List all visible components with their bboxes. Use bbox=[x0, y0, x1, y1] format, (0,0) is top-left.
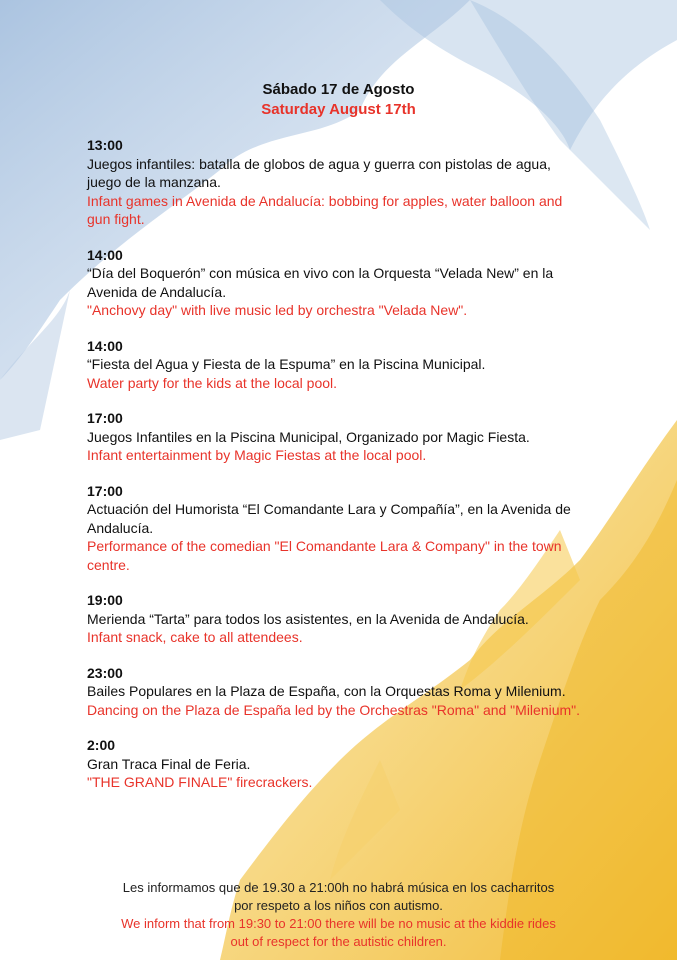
event-time: 17:00 bbox=[87, 482, 123, 499]
event-time: 14:00 bbox=[87, 246, 123, 263]
event-item bbox=[87, 591, 587, 647]
notice-es-line2: por respeto a los niños con autismo. bbox=[234, 898, 443, 913]
notice-en-line2: out of respect for the autistic children. bbox=[230, 934, 447, 949]
event-description-es: Gran Traca Final de Feria. bbox=[87, 755, 251, 772]
notice-es-line1: Les informamos que de 19.30 a 21:00h no habrá música en los cacharritos bbox=[122, 880, 555, 895]
event-time: 2:00 bbox=[87, 737, 116, 753]
event-time: 17:00 bbox=[87, 410, 123, 426]
event-time: 23:00 bbox=[87, 664, 123, 681]
event-item bbox=[87, 337, 587, 393]
event-item bbox=[87, 136, 587, 229]
event-item bbox=[87, 736, 587, 792]
day-title-es: Sábado 17 de Agosto bbox=[262, 81, 415, 98]
notice-en-line1: We inform that from 19:30 to 21:00 there will be no music at the kiddie rides bbox=[121, 916, 556, 931]
event-description-en: "THE GRAND FINALE" firecrackers. bbox=[87, 774, 313, 790]
event-description-es: Bailes Populares en la Plaza de España, con la Orquestas Roma y Milenium. bbox=[87, 683, 566, 699]
event-description-es: Actuación del Humorista “El Comandante Lara y Compañía”, en la Avenida de Andalucía. bbox=[87, 501, 571, 536]
event-item bbox=[87, 409, 587, 465]
event-description-es: Juegos infantiles: batalla de globos de agua y guerra con pistolas de agua, juego de la manzana. bbox=[87, 155, 551, 190]
event-description-en: Performance of the comedian "El Comandante Lara & Company" in the town centre. bbox=[87, 538, 562, 573]
event-description-en: Dancing on the Plaza de España led by the Orchestras "Roma" and "Milenium". bbox=[87, 701, 581, 718]
event-item bbox=[87, 664, 587, 720]
day-header bbox=[0, 80, 677, 120]
event-description-es: Merienda “Tarta” para todos los asistentes, en la Avenida de Andalucía. bbox=[87, 610, 529, 627]
event-item bbox=[87, 246, 587, 320]
autism-notice bbox=[0, 879, 677, 951]
event-description-en: Infant snack, cake to all attendees. bbox=[87, 629, 303, 645]
event-description-en: Water party for the kids at the local pool. bbox=[87, 374, 338, 391]
event-description-es: “Día del Boquerón” con música en vivo con la Orquesta “Velada New” en la Avenida de Andalucía. bbox=[87, 265, 554, 300]
event-item bbox=[87, 482, 587, 575]
day-title-en: Saturday August 17th bbox=[261, 101, 416, 118]
event-description-es: Juegos Infantiles en la Piscina Municipal, Organizado por Magic Fiesta. bbox=[87, 428, 530, 445]
event-list bbox=[87, 136, 587, 809]
event-time: 13:00 bbox=[87, 137, 123, 153]
event-description-en: Infant games in Avenida de Andalucía: bobbing for apples, water balloon and gun fight. bbox=[87, 192, 563, 227]
event-description-en: Infant entertainment by Magic Fiestas at the local pool. bbox=[87, 447, 427, 463]
event-time: 19:00 bbox=[87, 592, 123, 608]
event-time: 14:00 bbox=[87, 337, 123, 354]
event-description-es: “Fiesta del Agua y Fiesta de la Espuma” en la Piscina Municipal. bbox=[87, 356, 486, 372]
event-description-en: "Anchovy day" with live music led by orchestra "Velada New". bbox=[87, 302, 468, 318]
